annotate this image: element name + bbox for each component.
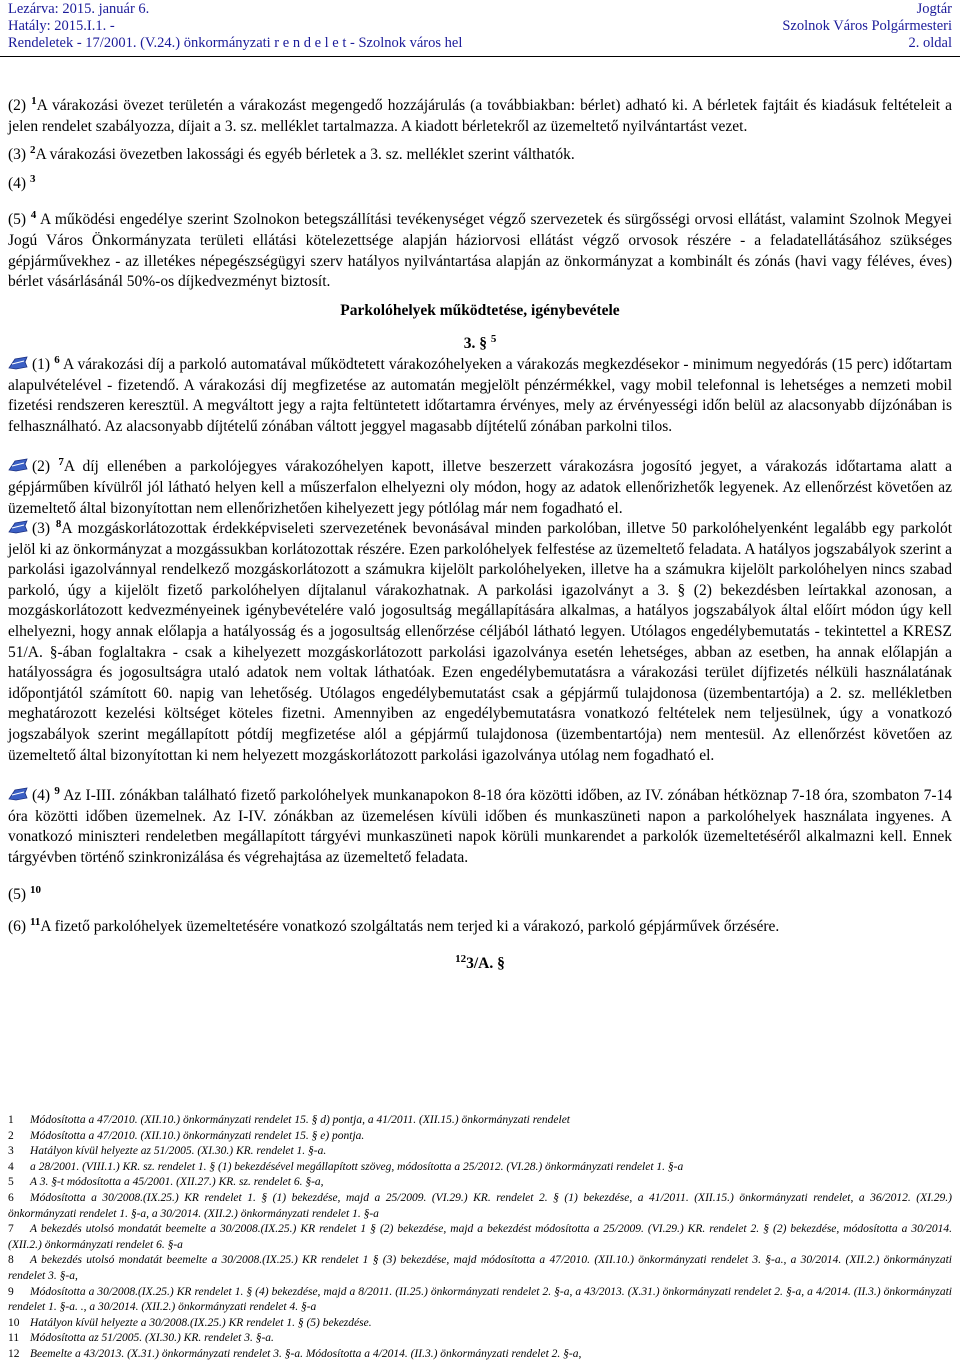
section-paragraph-1: (1) $^6$ A várakozási díj a parkoló automatával működtetett várakozóhelyeken a várakozás megkezdésekor - minimum negyedórás (15 perc) időtartam alapulvételével - fizetendő. A várakozási díj megfizetése az automatán megjelölt pénzérmékkel, vagy mobil telefonnal is lehetséges a nemzeti mobil fizetési rendszeren keresztül. A megváltott jegy a rajta feltüntetett időtartamra érvényes, mely az érvényességi időn belül az alacsonyabb díjzónában is felhasználható. Az alacsonyabb díjtételű zónában váltott jeggyel magasabb díjtételű zónában parkolni tilos. (8, 353, 952, 435)
next-section-number: $^{12}$3/A. § (455, 952, 505, 972)
header-regulation: Rendeletek - 17/2001. (V.24.) önkormányzati r e n d e l e t - Szolnok város hel (8, 35, 463, 51)
document-body (8, 96, 952, 974)
header-effect: Hatály: 2015.I.1. - (8, 18, 115, 34)
header-page-number: 2. oldal (908, 35, 952, 51)
header-brand: Jogtár (916, 1, 952, 17)
footnote: 8 A bekezdés utolsó mondatát beemelte a 30/2008.(IX.25.) KR rendelet 1 § (3) bekezdése, majd módosította a 47/2010. (XII.10.) önkormányzati rendelet 3. §-a., a 30/2014. (XII.2.) önkormányzati rendelet 3. §-a, (8, 1254, 952, 1282)
footnote: 6 Módosította a 30/2008.(IX.25.) KR rendelet 1. § (1) bekezdése, majd a 25/2009. (VI.29.) KR. rendelet 2. § (1) bekezdése, a 41/2011. (XII.15.) önkormányzati rendelet, a 36/2012. (XI.29.) önkormányzati rendelet 1. §-a, a 30/2014. (XII.2.) önkormányzati rendelet 1. §-a (8, 1191, 952, 1220)
amendment-flag-icon[interactable] (8, 787, 28, 801)
footnote-ref[interactable]: 9 (54, 785, 60, 798)
footnote-ref[interactable]: 1 (31, 95, 37, 107)
paragraph-5: (5) $^4$ A működési engedélye szerint Szolnokon betegszállítási tevékenységet végző szervezetek és sürgősségi orvosi ellátást, valamint Szolnok Megyei Jogú Város Önkormányzata területi ellátási kötelezettsége alapján háziorvosi ellátást végző orvosok részére - a feladatellátásához szükséges gépjárművekhez - az illetékes népegészségügyi szerv hatályos nyilvántartása alapján az önkormányzat a kombinált és zónás (havi vagy féléves, éves) bérlet vásárlásánál 50%-os díjkedvezményt biztosít. (8, 209, 952, 291)
footnote: 9 Módosította a 30/2008.(IX.25.) KR rendelet 1. § (4) bekezdése, majd a 8/2011. (II.25.) önkormányzati rendelet 2. §-a, a 43/2013. (X.31.) önkormányzati rendelet 2. §-a, a 4/2014. (II.3.) önkormányzati rendelet 1. §-a. ., a 30/2014. (XII.2.) önkormányzati rendelet 4. §-a (8, 1285, 952, 1314)
footnote: 11 Módosította az 51/2005. (XI.30.) KR. rendelet 3. §-a. (8, 1332, 274, 1345)
footnote: 5 A 3. §-t módosította a 45/2001. (XII.27.) KR. sz. rendelet 6. §-a, (8, 1176, 324, 1189)
footnotes (8, 1113, 952, 1363)
footnote-ref[interactable]: 11 (29, 916, 41, 929)
amendment-flag-icon[interactable] (8, 458, 28, 472)
footnote-ref[interactable]: 5 (490, 333, 497, 346)
footnote: 12 Beemelte a 43/2013. (X.31.) önkormányzati rendelet 3. §-a. Módosította a 4/2014. (II.3.) önkormányzati rendelet 2. §-a, (8, 1347, 582, 1360)
footnote-ref[interactable]: 12 (455, 952, 467, 965)
header-right (782, 1, 952, 52)
footnote-ref[interactable]: 7 (58, 456, 64, 469)
page-header (0, 0, 960, 56)
amendment-flag-icon[interactable] (8, 520, 28, 534)
footnote-ref[interactable]: 3 (29, 172, 36, 185)
footnote: 4 a 28/2001. (VIII.1.) KR. sz. rendelet 1. § (1) bekezdésével megállapított szöveg, módosította a 25/2012. (VI.28.) önkormányzati rendelet 1. §-a (8, 1160, 684, 1173)
footnote-ref[interactable]: 4 (30, 209, 37, 222)
footnote: 10 Hatályon kívül helyezte a 30/2008.(IX.25.) KR rendelet 1. § (5) bekezdése. (8, 1316, 372, 1329)
footnote: 7 A bekezdés utolsó mondatát beemelte a 30/2008.(IX.25.) KR rendelet 1 § (2) bekezdése, majd a bekezdést módosította a 25/2009. (VI.29.) KR. rendelet 2. § (2) bekezdése, módosította a 30/2014. (XII.2.) önkormányzati rendelet 6. §-a (8, 1223, 952, 1251)
section-paragraph-3: (3) $^8$A mozgáskorlátozottak érdekképviseleti szervezetének bevonásával minden parkolóban, illetve 50 parkolóhelyenként legalább egy parkolót jelöl ki az önkormányzat a mozgássukban korlátozottak részére. Ezen parkolóhelyek felfestése az üzemeltető feladata. A hatályos jogszabályok szerint a parkolási igazolvánnyal rendelkező mozgáskorlátozott a számukra kijelölt parkolóhelyeken, illetve ha a számukra kijelölt parkolóhelyen nincs szabad parkoló, úgy a kijelölt fizető parkolóhelyen díjtalanul várakozhatnak. A parkolási igazolványt a 3. § (2) bekezdésben leírtakkal azonosan, a mozgáskorlátozott kedvezményeinek igénybevételére való jogosultság megállapítására alkalmas, a hatályos jogszabályok által előírt módon úgy kell elhelyezni, hogy annak előlapja a hatályosság és a jogosultság ellenőrzése céljából látható legyen. Utólagos engedélybemutatás - tekintettel a KRESZ 51/A. §-ában foglaltakra - csak a kihelyezett mozgáskorlátozott parkolási igazolványa esetén lehetséges, abban az esetben, ha annak előlapján a hatályosságra és jogosultságra utaló adatok nem voltak láthatóak. Ezen engedélybemutatásra a várakozási terület díjfizetés nélküli használatának időpontjától számított 60. napig van lehetőség. Utólagos engedélybemutatást csak a gépjármű tulajdonosa (üzembentartója) a 2. sz. mellékletben meghatározott kezelési költséget köteles fizetni. Amennyiben az engedélybemutatásra vonatkozó feltételek nem teljesülnek, úgy a vonatkozó jogszabályok szerint megállapított pótdíj megfizetése alól a gépjármű tulajdonosa (üzembentartója) nem mentesül. Az ellenőrzést követően az üzemeltető által bizonyítottan ki nem helyezett mozgáskorlátozott parkolási igazolványa utólag nem fogadható el. (8, 518, 953, 764)
paragraph-2: (2) $^1$A várakozási övezet területén a várakozást megengedő hozzájárulás (a továbbiakban: bérlet) adható ki. A bérletek fajtáit és kiadásuk feltételeit a jelen rendelet szabályozza, díjait a 3. sz. melléklet tartalmazza. A kiadott bérletekről az üzemeltető nyilvántartást vezet. (8, 95, 953, 135)
paragraph-3: (3) $^2$A várakozási övezetben lakossági és egyéb bérletek a 3. sz. melléklet szerint válthatók. (8, 144, 575, 164)
header-publisher: Szolnok Város Polgármesteri (782, 18, 952, 34)
section-paragraph-5: (5) $^{10}$ (8, 883, 41, 903)
paragraph-4: (4) $^3$ (8, 172, 36, 192)
section-title: Parkolóhelyek működtetése, igénybevétele (340, 301, 620, 319)
footnote: 3 Hatályon kívül helyezte az 51/2005. (XI.30.) KR. rendelet 1. §-a. (8, 1145, 327, 1158)
footnote-ref[interactable]: 6 (54, 353, 60, 366)
section-paragraph-2: (2) $^7$A díj ellenében a parkolójegyes várakozóhelyen kapott, illetve beszerzett várakozásra jogosító jegyet, a várakozás időtartama alatt a gépjárműben kívülről jól látható helyen kell a műszerfalon elhelyezni oly módon, hogy az adatok ellenőrizhetők legyenek. Az ellenőrzést követően az üzemeltető által bizonyítottan nem ellenőrizhetően kihelyezett jegy pótlólag már nem fogadható el. (8, 456, 952, 517)
footnote-ref[interactable]: 10 (29, 883, 41, 896)
section-number: 3. § $^5$ (463, 333, 497, 353)
footnote: 1 Módosította a 47/2010. (XII.10.) önkormányzati rendelet 15. § d) pontja, a 41/2011. (XII.15.) önkormányzati rendelet (8, 1114, 570, 1126)
header-left (8, 1, 462, 52)
footnote-ref[interactable]: 2 (29, 144, 36, 157)
section-paragraph-4: (4) $^9$ Az I-III. zónákban található fizető parkolóhelyek munkanapokon 8-18 óra közötti időben, az IV. zónában hétköznap 7-18 óra, szombaton 7-14 óra közötti időben üzemelnek. Az I-IV. zónákban az üzemelésen kívüli időben és munkaszüneti napon a parkolóhelyek használata ingyenes. A vonatkozó miniszteri rendeletben megállapított tárgyévi munkaszüneti napok körüli munkarendet a parkolók üzemeltetéséről alkalmazni kell. Ennek tárgyévben történő szinkronizálása és végrehajtása az üzemeltető feladata. (8, 785, 952, 866)
section-paragraph-6: (6) $^{11}$A fizető parkolóhelyek üzemeltetésére vonatkozó szolgáltatás nem terjed ki a várakozó, parkoló gépjárművek őrzésére. (8, 916, 780, 936)
footnote: 2 Módosította a 47/2010. (XII.10.) önkormányzati rendelet 15. § e) pontja. (8, 1129, 365, 1142)
footnote-ref[interactable]: 8 (55, 518, 62, 531)
header-divider (0, 56, 960, 57)
amendment-flag-icon[interactable] (8, 356, 28, 370)
header-closed-date: Lezárva: 2015. január 6. (8, 1, 150, 17)
